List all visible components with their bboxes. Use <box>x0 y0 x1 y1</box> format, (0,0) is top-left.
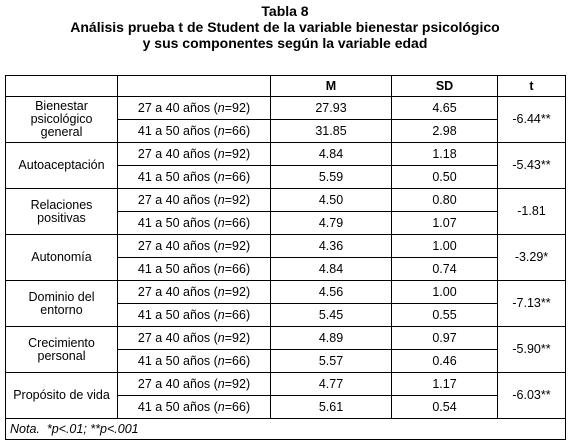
mean-value: 4.84 <box>271 258 392 281</box>
sample-size-symbol: n <box>217 330 225 345</box>
age-group <box>118 212 271 235</box>
sample-size-symbol: n <box>217 238 225 253</box>
table-note <box>6 419 566 440</box>
sd-value: 1.00 <box>392 235 498 258</box>
mean-value: 4.79 <box>271 212 392 235</box>
age-group-label: 41 a 50 años ( <box>137 353 218 368</box>
age-group <box>118 373 271 396</box>
sample-size-count: =66) <box>224 399 251 414</box>
sample-size-symbol: n <box>217 123 225 138</box>
age-group <box>118 97 271 120</box>
sample-size-symbol: n <box>217 100 225 115</box>
age-group <box>118 281 271 304</box>
table-body <box>6 97 566 419</box>
sample-size-count: =92) <box>224 376 251 391</box>
mean-value: 4.89 <box>271 327 392 350</box>
sd-value: 0.55 <box>392 304 498 327</box>
mean-value: 4.77 <box>271 373 392 396</box>
sample-size-count: =66) <box>224 261 251 276</box>
variable-name: Dominio del entorno <box>6 281 118 327</box>
mean-value: 4.50 <box>271 189 392 212</box>
sd-value: 0.50 <box>392 166 498 189</box>
variable-name: Relaciones positivas <box>6 189 118 235</box>
table-row <box>6 189 566 212</box>
age-group-label: 41 a 50 años ( <box>137 169 218 184</box>
table-row <box>6 373 566 396</box>
header-variable <box>6 76 118 97</box>
table-row <box>6 143 566 166</box>
t-value: -6.44** <box>498 97 566 143</box>
age-group-label: 27 a 40 años ( <box>137 146 218 161</box>
age-group-label: 41 a 50 años ( <box>137 215 218 230</box>
sample-size-count: =66) <box>224 169 251 184</box>
sample-size-count: =92) <box>224 284 251 299</box>
sample-size-symbol: n <box>217 353 225 368</box>
variable-name: Crecimiento personal <box>6 327 118 373</box>
age-group-label: 41 a 50 años ( <box>137 123 218 138</box>
age-group-label: 27 a 40 años ( <box>137 192 218 207</box>
variable-name: Propósito de vida <box>6 373 118 419</box>
sample-size-symbol: n <box>217 215 225 230</box>
age-group <box>118 258 271 281</box>
sample-size-symbol: n <box>217 284 225 299</box>
sample-size-symbol: n <box>217 169 225 184</box>
variable-name: Autoaceptación <box>6 143 118 189</box>
mean-value: 4.56 <box>271 281 392 304</box>
sample-size-count: =92) <box>224 192 251 207</box>
note-text: *p<.01; **p<.001 <box>46 421 139 436</box>
age-group <box>118 350 271 373</box>
sample-size-count: =66) <box>224 123 251 138</box>
mean-value: 4.36 <box>271 235 392 258</box>
header-mean: M <box>271 76 392 97</box>
t-value: -3.29* <box>498 235 566 281</box>
table-row <box>6 97 566 120</box>
t-value: -6.03** <box>498 373 566 419</box>
age-group <box>118 304 271 327</box>
sample-size-symbol: n <box>217 307 225 322</box>
header-row <box>6 76 566 97</box>
sample-size-count: =92) <box>224 100 251 115</box>
sample-size-count: =66) <box>224 353 251 368</box>
sd-value: 1.07 <box>392 212 498 235</box>
variable-name: Autonomía <box>6 235 118 281</box>
table-row <box>6 327 566 350</box>
note-row <box>6 419 566 440</box>
results-table <box>5 75 566 440</box>
table-row <box>6 235 566 258</box>
age-group-label: 41 a 50 años ( <box>137 307 218 322</box>
age-group-label: 27 a 40 años ( <box>137 376 218 391</box>
t-value: -1.81 <box>498 189 566 235</box>
sd-value: 0.74 <box>392 258 498 281</box>
t-value: -7.13** <box>498 281 566 327</box>
sd-value: 0.80 <box>392 189 498 212</box>
sample-size-count: =66) <box>224 307 251 322</box>
table-title-line-1: Análisis prueba t de Student de la variable bienestar psicológico <box>70 19 500 35</box>
header-t: t <box>498 76 566 97</box>
table-title-line-2: y sus componentes según la variable edad <box>142 35 428 51</box>
age-group-label: 27 a 40 años ( <box>137 330 218 345</box>
age-group-label: 27 a 40 años ( <box>137 238 218 253</box>
sd-value: 1.17 <box>392 373 498 396</box>
age-group <box>118 143 271 166</box>
note-label: Nota. <box>10 421 40 436</box>
sample-size-symbol: n <box>217 376 225 391</box>
mean-value: 5.59 <box>271 166 392 189</box>
sd-value: 0.97 <box>392 327 498 350</box>
age-group <box>118 235 271 258</box>
sd-value: 0.54 <box>392 396 498 419</box>
age-group <box>118 120 271 143</box>
table-caption <box>0 3 570 51</box>
sd-value: 2.98 <box>392 120 498 143</box>
variable-name: Bienestar psicológico general <box>6 97 118 143</box>
mean-value: 5.57 <box>271 350 392 373</box>
sd-value: 0.46 <box>392 350 498 373</box>
header-sd: SD <box>392 76 498 97</box>
mean-value: 5.61 <box>271 396 392 419</box>
sample-size-symbol: n <box>217 146 225 161</box>
sample-size-count: =92) <box>224 146 251 161</box>
t-value: -5.43** <box>498 143 566 189</box>
age-group <box>118 166 271 189</box>
age-group-label: 27 a 40 años ( <box>137 100 218 115</box>
mean-value: 5.45 <box>271 304 392 327</box>
header-group <box>118 76 271 97</box>
table-label: Tabla 8 <box>261 3 309 19</box>
age-group-label: 41 a 50 años ( <box>137 261 218 276</box>
sample-size-symbol: n <box>217 261 225 276</box>
age-group <box>118 189 271 212</box>
sample-size-count: =92) <box>224 330 251 345</box>
sample-size-count: =92) <box>224 238 251 253</box>
mean-value: 4.84 <box>271 143 392 166</box>
sample-size-symbol: n <box>217 192 225 207</box>
t-value: -5.90** <box>498 327 566 373</box>
sd-value: 1.18 <box>392 143 498 166</box>
sd-value: 4.65 <box>392 97 498 120</box>
sample-size-count: =66) <box>224 215 251 230</box>
age-group-label: 41 a 50 años ( <box>137 399 218 414</box>
age-group <box>118 396 271 419</box>
mean-value: 31.85 <box>271 120 392 143</box>
age-group <box>118 327 271 350</box>
table-row <box>6 281 566 304</box>
age-group-label: 27 a 40 años ( <box>137 284 218 299</box>
sample-size-symbol: n <box>217 399 225 414</box>
sd-value: 1.00 <box>392 281 498 304</box>
mean-value: 27.93 <box>271 97 392 120</box>
